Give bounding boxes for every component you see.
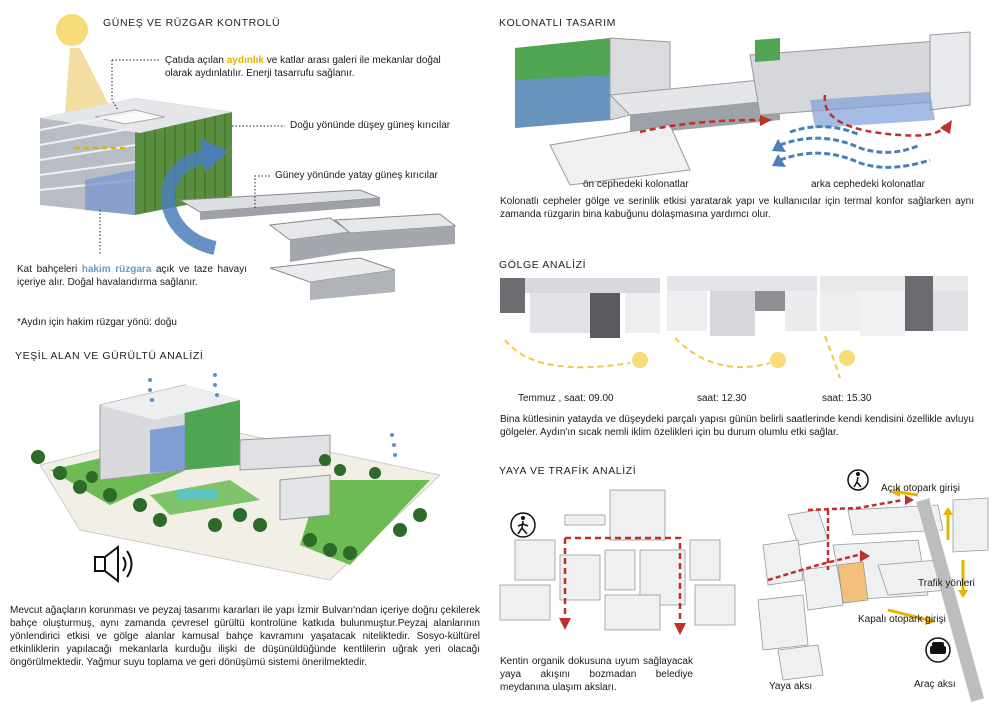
car-axis-label: Araç aksı — [914, 679, 956, 690]
sun-icon — [839, 350, 855, 366]
pedestrian-icon — [511, 513, 535, 537]
car-icon — [926, 638, 950, 662]
pedestrian-icon — [848, 470, 868, 490]
front-colonnade-label: ön cephedeki kolonatlar — [583, 179, 689, 190]
wind-callout — [17, 263, 247, 289]
sunlight-callout — [165, 54, 470, 80]
speaker-icon — [95, 547, 132, 581]
traffic-text: Kentin organik dokusuna uyum sağlayacak yaya akışını bozmadan belediye meydanına ulaşım aksları. — [500, 656, 693, 693]
sun-wind-diagram — [0, 0, 480, 300]
vertical-louvres-callout: Doğu yönünde düşey güneş kırıcılar — [290, 120, 451, 131]
pedestrian-axis-label: Yaya aksı — [769, 681, 813, 692]
callout-highlight: hakim rüzgara — [81, 264, 152, 275]
traffic-direction-label: Trafik yönleri — [918, 578, 975, 589]
back-colonnade-label: arka cephedeki kolonatlar — [811, 179, 925, 190]
pedestrian-diagram — [495, 480, 745, 640]
callout-text: Çatıda açılan — [165, 55, 227, 66]
colonnade-text: Kolonatlı cepheler gölge ve serinlik etkisi yaratarak yapı ve kullanıcılar için termal konfor sağlarken aynı zamanda rüzgarin bina kabuğunu dolaşmasına yardımcı olur. — [500, 196, 974, 220]
colonnade-title: KOLONATLI TASARIM — [499, 17, 616, 29]
shadow-title: GÖLGE ANALİZİ — [499, 259, 587, 271]
callout-highlight: aydınlık — [226, 55, 264, 66]
green-text: Mevcut ağaçların korunması ve peyzaj tasarımı kararları ile yapı İzmir Bulvarı'ndan içeriye doğru çekilerek bahçe oluşturmuş, aynı zamanda çevresel gürültü kontrolüne katkıda bulunmuştur.Peyzaj alanlarının yönlendirici etkisi ve gölge alanlar kamusal bahçe kavramını yaşatacak niteliktedir. Sosyo-kültürel etkinliklerin yapılacağı mekanlarla kurduğu ilişki de düşünüldüğünde kentlilerin uğrak yeri olacağı öngörülmektedir. Yağmur suyu toplama ve geri dönüşümü sistemi önerilmektedir. — [10, 605, 480, 668]
callout-text: açık ve taze havayı içeriye alır. Doğal havalandırma sağlanır. — [17, 264, 247, 288]
callout-text: ve katlar arası galeri ile mekanlar doğal olarak aydınlatılır. Enerji tasarrufu sağlanır. — [165, 55, 441, 79]
wind-note: *Aydın için hakim rüzgar yönü: doğu — [17, 317, 177, 328]
sun-icon — [632, 352, 648, 368]
closed-parking-label: Kapalı otopark girişi — [858, 614, 946, 625]
sun-icon — [770, 352, 786, 368]
callout-text: Kat bahçeleri — [17, 264, 82, 275]
shadow-time-morning: Temmuz , saat: 09.00 — [518, 393, 614, 404]
sun-wind-title: GÜNEŞ VE RÜZGAR KONTROLÜ — [103, 17, 281, 29]
shadow-diagram — [495, 268, 975, 383]
open-parking-label: Açık otopark girişi — [881, 483, 960, 494]
traffic-title: YAYA VE TRAFİK ANALİZİ — [499, 465, 637, 477]
shadow-time-noon: saat: 12.30 — [697, 393, 747, 404]
shadow-time-afternoon: saat: 15.30 — [822, 393, 872, 404]
colonnade-diagram — [490, 20, 990, 185]
sun-icon — [56, 14, 88, 46]
shadow-text: Bina kütlesinin yatayda ve düşeydeki parçalı yapısı günün belirli saatlerinde kendi kendisini özellikle avluyu gölgeler. Aydın'ın sıcak nemli iklim özelikleri için bu durum olumlu etki sağlar. — [500, 414, 974, 438]
green-area-diagram — [0, 365, 460, 595]
horizontal-louvres-callout: Güney yönünde yatay güneş kırıcılar — [275, 170, 438, 181]
green-title: YEŞİL ALAN VE GÜRÜLTÜ ANALİZİ — [15, 350, 204, 362]
